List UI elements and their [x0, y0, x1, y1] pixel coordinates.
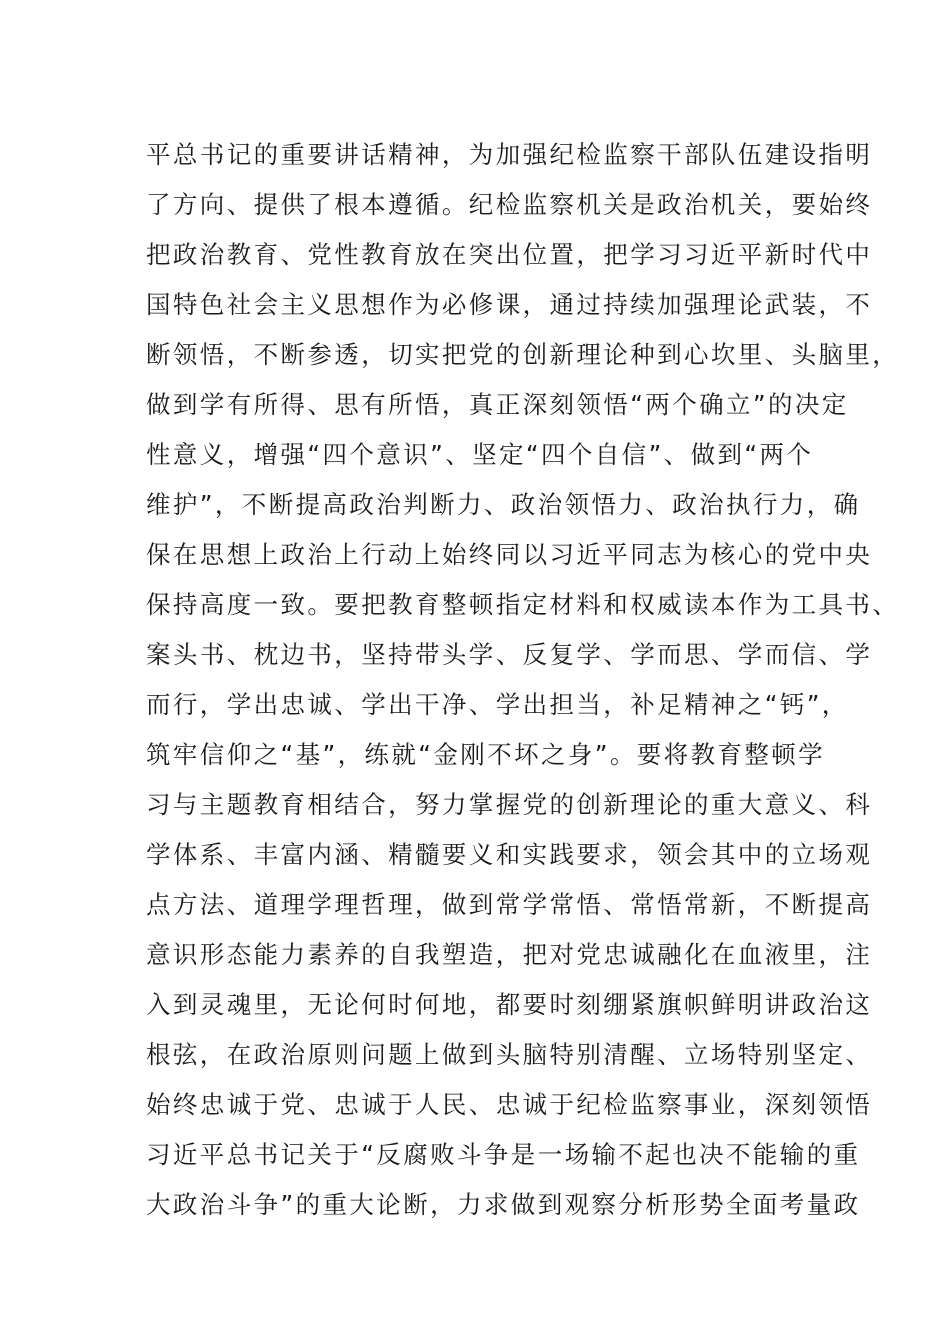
- text-line: 习近平总书记关于“反腐败斗争是一场输不起也决不能输的重: [146, 1140, 861, 1169]
- text-line: 入到灵魂里，无论何时何地，都要时刻绷紧旗帜鲜明讲政治这: [146, 990, 873, 1019]
- text-line: 断领悟，不断参透，切实把党的创新理论种到心坎里、头脑里，: [146, 340, 900, 369]
- text-line: 保持高度一致。要把教育整顿指定材料和权威读本作为工具书、: [146, 590, 900, 619]
- text-line: 习与主题教育相结合，努力掌握党的创新理论的重大意义、科: [146, 790, 873, 819]
- text-line: 国特色社会主义思想作为必修课，通过持续加强理论武装，不: [146, 290, 873, 319]
- text-line: 了方向、提供了根本遵循。纪检监察机关是政治机关，要始终: [146, 190, 873, 219]
- text-line: 点方法、道理学理哲理，做到常学常悟、常悟常新，不断提高: [146, 890, 873, 919]
- text-line: 而行，学出忠诚、学出干净、学出担当，补足精神之“钙”，: [146, 690, 849, 719]
- text-line: 案头书、枕边书，坚持带头学、反复学、学而思、学而信、学: [146, 640, 873, 669]
- text-line: 学体系、丰富内涵、精髓要义和实践要求，领会其中的立场观: [146, 840, 873, 869]
- text-line: 性意义，增强“四个意识”、坚定“四个自信”、做到“两个: [146, 440, 814, 469]
- body-paragraph: [146, 130, 900, 1230]
- text-line: 根弦，在政治原则问题上做到头脑特别清醒、立场特别坚定、: [146, 1040, 873, 1069]
- text-line: 把政治教育、党性教育放在突出位置，把学习习近平新时代中: [146, 240, 873, 269]
- text-line: 做到学有所得、思有所悟，真正深刻领悟“两个确立”的决定: [146, 390, 849, 419]
- text-line: 保在思想上政治上行动上始终同以习近平同志为核心的党中央: [146, 540, 873, 569]
- text-line: 平总书记的重要讲话精神，为加强纪检监察干部队伍建设指明: [146, 140, 873, 169]
- text-line: 始终忠诚于党、忠诚于人民、忠诚于纪检监察事业，深刻领悟: [146, 1090, 873, 1119]
- text-line: 维护”，不断提高政治判断力、政治领悟力、政治执行力，确: [146, 490, 861, 519]
- text-line: 筑牢信仰之“基”，练就“金刚不坏之身”。要将教育整顿学: [146, 740, 826, 769]
- text-line: 大政治斗争”的重大论断，力求做到观察分析形势全面考量政: [146, 1190, 861, 1219]
- text-line: 意识形态能力素养的自我塑造，把对党忠诚融化在血液里，注: [146, 940, 873, 969]
